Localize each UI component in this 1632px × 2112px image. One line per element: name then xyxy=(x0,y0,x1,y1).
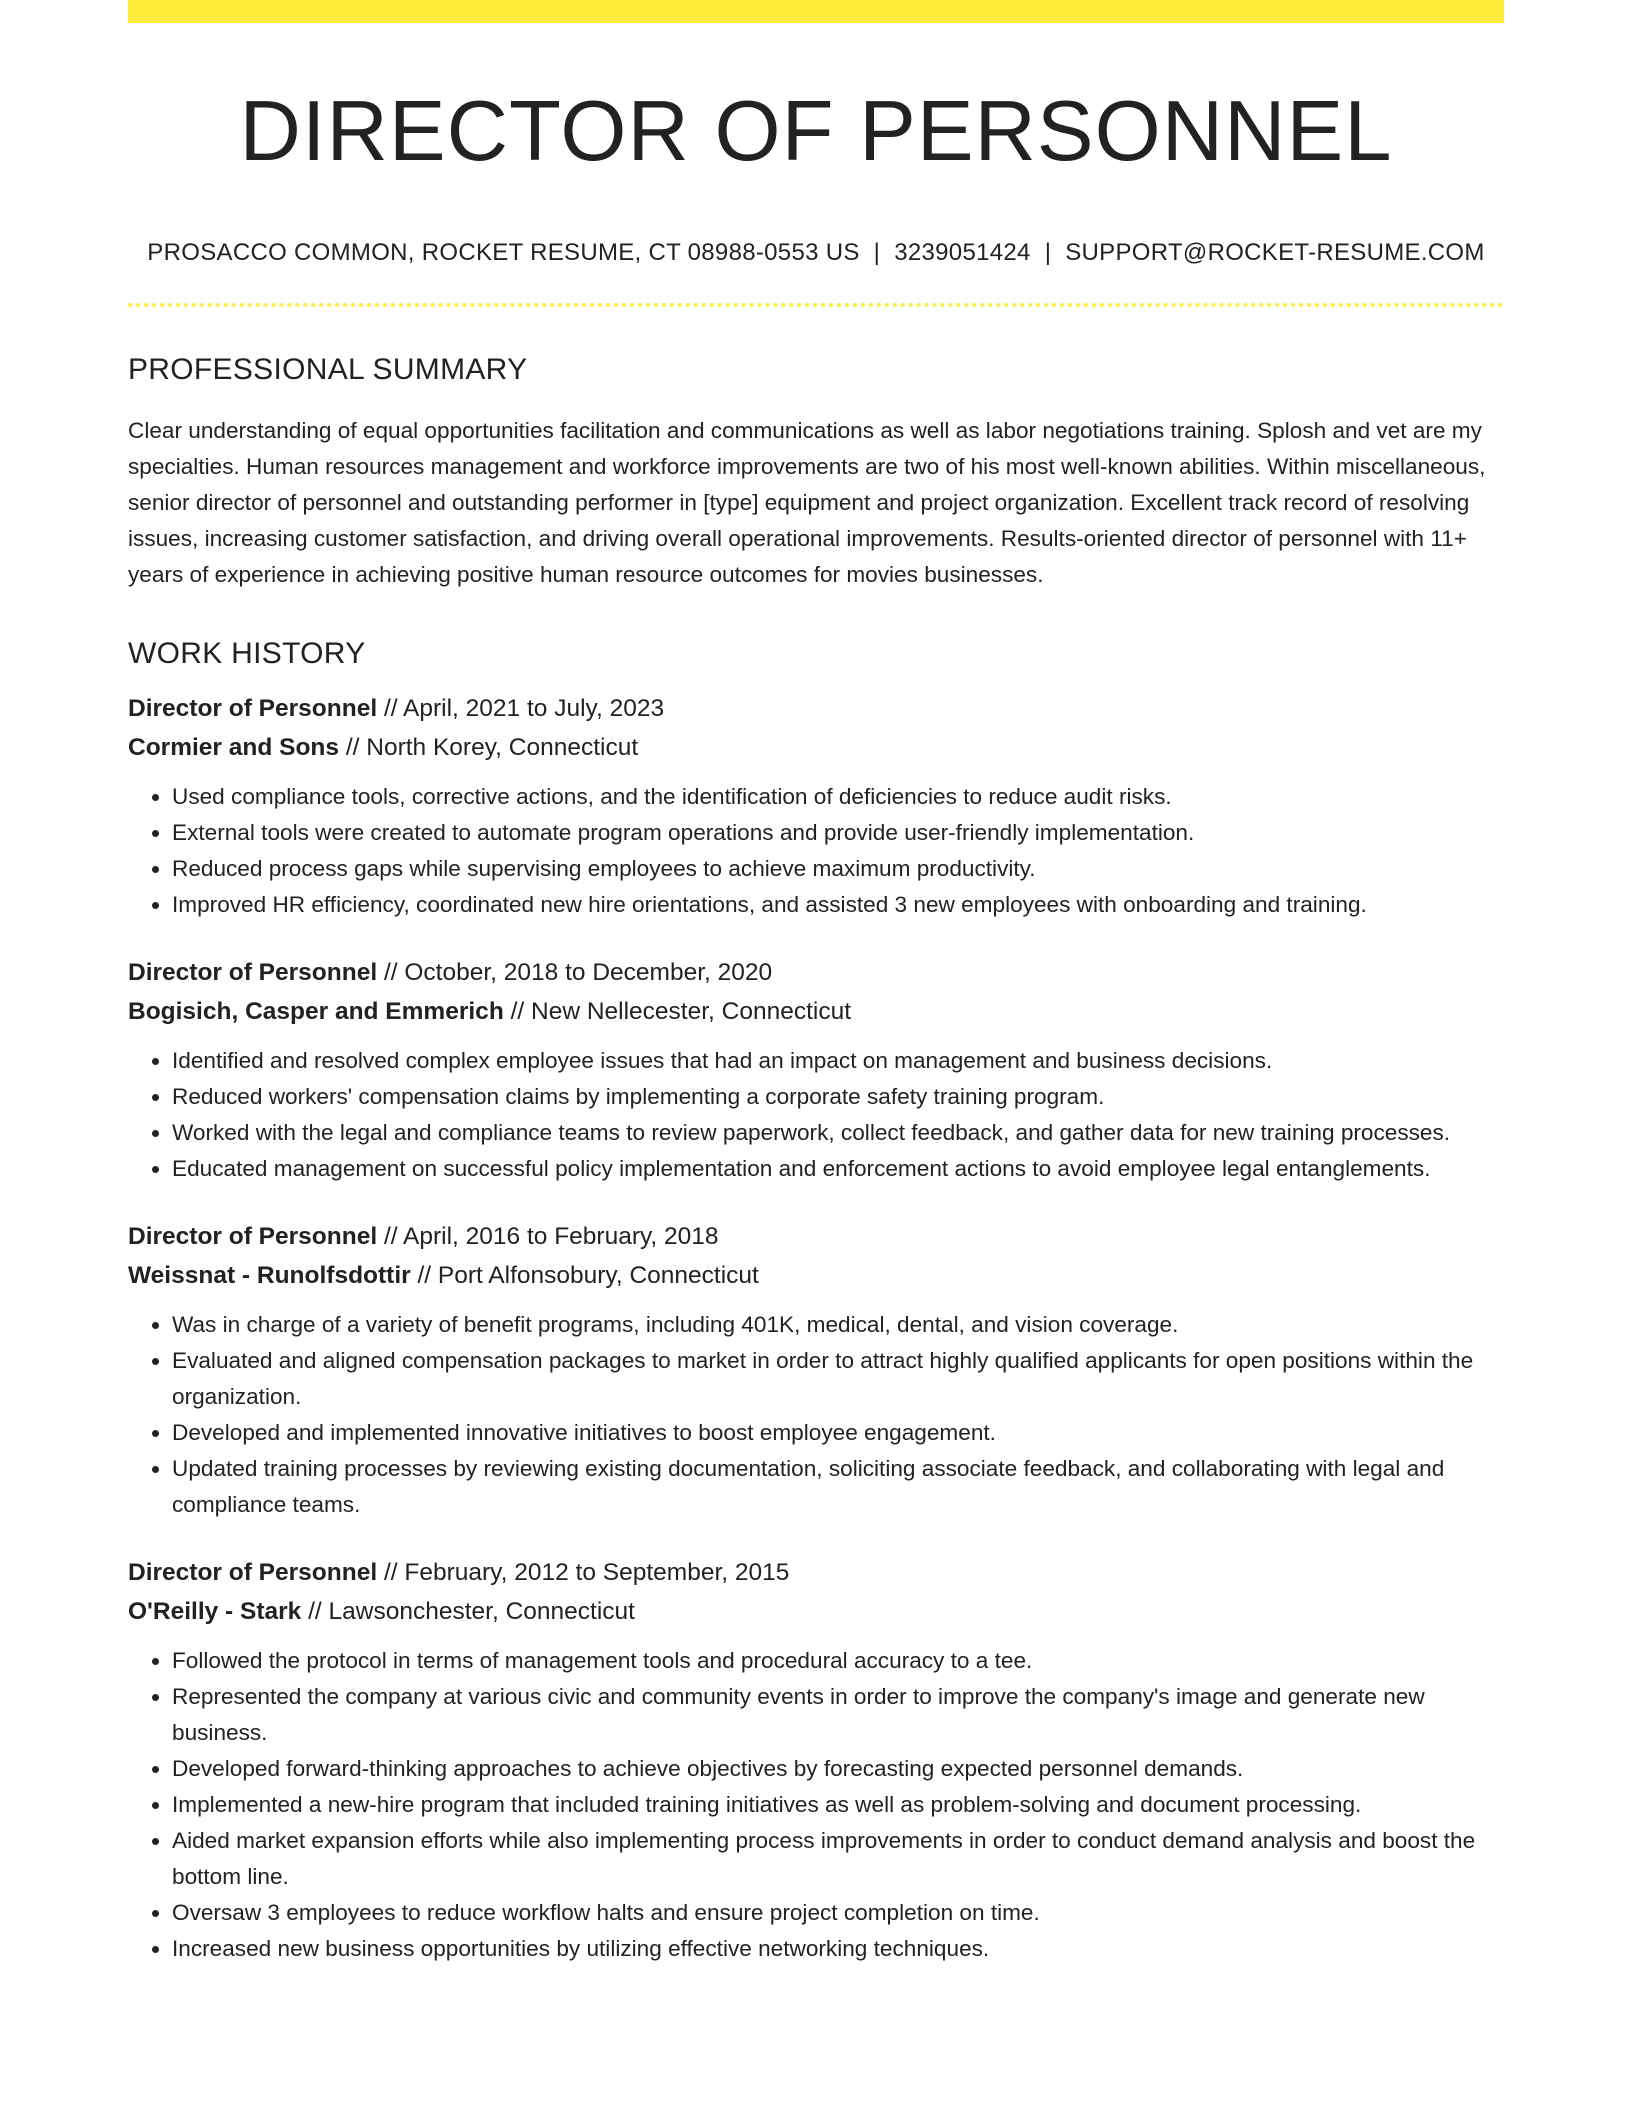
job-bullet: • Evaluated and aligned compensation packages to market in order to attract highly qualified applicants for open positions within the organization. xyxy=(172,1343,1504,1415)
job-bullet: • Worked with the legal and compliance teams to review paperwork, collect feedback, and gather data for new training processes. xyxy=(172,1115,1504,1151)
job-bullet: • Reduced process gaps while supervising employees to achieve maximum productivity. xyxy=(172,851,1504,887)
job-bullet: • Updated training processes by reviewing existing documentation, soliciting associate feedback, and collaborating with legal and compliance teams. xyxy=(172,1451,1504,1523)
job-bullet: • Used compliance tools, corrective actions, and the identification of deficiencies to reduce audit risks. xyxy=(172,779,1504,815)
job-divider: // xyxy=(339,733,367,761)
work-history-list xyxy=(128,689,1504,1967)
job-company-line xyxy=(128,1256,1504,1295)
contact-phone: 3239051424 xyxy=(894,238,1031,266)
contact-line xyxy=(128,239,1504,267)
job-dates: February, 2012 to September, 2015 xyxy=(404,1558,790,1586)
job-bullet: • Implemented a new-hire program that included training initiatives as well as problem-solving and document processing. xyxy=(172,1787,1504,1823)
job-divider: // xyxy=(377,958,405,986)
job-company: O'Reilly - Stark xyxy=(128,1597,302,1625)
job-bullet: • Educated management on successful policy implementation and enforcement actions to avoid employee legal entanglements. xyxy=(172,1151,1504,1187)
accent-bar xyxy=(128,0,1504,23)
job-company-line xyxy=(128,1592,1504,1631)
job-title-line xyxy=(128,689,1504,728)
job-divider: // xyxy=(301,1597,329,1625)
job-dates: April, 2016 to February, 2018 xyxy=(403,1222,719,1250)
job-bullets xyxy=(128,1307,1504,1523)
summary-text: Clear understanding of equal opportunities facilitation and communications as well as labor negotiations training. Splosh and vet are my specialties. Human resources management and workforce improvements are two of his most well-known abilities. Within miscellaneous, senior director of personnel and outstanding performer in [type] equipment and project organization. Excellent track record of resolving issues, increasing customer satisfaction, and driving overall operational improvements. Results-oriented director of personnel with 11+ years of experience in achieving positive human resource outcomes for movies businesses. xyxy=(128,417,1486,587)
job-bullet: • Was in charge of a variety of benefit programs, including 401K, medical, dental, and vision coverage. xyxy=(172,1307,1504,1343)
job-location: Port Alfonsobury, Connecticut xyxy=(437,1261,759,1289)
job-bullet: • Increased new business opportunities by utilizing effective networking techniques. xyxy=(172,1931,1504,1967)
resume-page xyxy=(128,0,1504,1967)
job-company: Weissnat - Runolfsdottir xyxy=(128,1261,411,1289)
resume-name: DIRECTOR OF PERSONNEL xyxy=(239,84,1393,179)
job-divider: // xyxy=(377,1558,405,1586)
job-divider: // xyxy=(377,694,404,722)
job-bullet: • Represented the company at various civic and community events in order to improve the company's image and generate new business. xyxy=(172,1679,1504,1751)
job-title-line xyxy=(128,1217,1504,1256)
job-company: Cormier and Sons xyxy=(128,733,340,761)
job-role: Director of Personnel xyxy=(128,1222,378,1250)
job-role: Director of Personnel xyxy=(128,958,378,986)
job-bullet: • External tools were created to automate program operations and provide user-friendly implementation. xyxy=(172,815,1504,851)
job-divider: // xyxy=(377,1222,404,1250)
job-role: Director of Personnel xyxy=(128,1558,378,1586)
job-dates: October, 2018 to December, 2020 xyxy=(404,958,773,986)
contact-separator: | xyxy=(873,238,881,266)
summary-heading: PROFESSIONAL SUMMARY xyxy=(128,352,528,386)
job-entry xyxy=(128,953,1504,1187)
job-company: Bogisich, Casper and Emmerich xyxy=(128,997,504,1025)
job-title-line xyxy=(128,953,1504,992)
job-dates: April, 2021 to July, 2023 xyxy=(403,694,665,722)
job-bullets xyxy=(128,1643,1504,1967)
job-bullet: • Developed and implemented innovative initiatives to boost employee engagement. xyxy=(172,1415,1504,1451)
job-divider: // xyxy=(503,997,532,1025)
job-bullet: • Followed the protocol in terms of management tools and procedural accuracy to a tee. xyxy=(172,1643,1504,1679)
job-bullet: • Identified and resolved complex employee issues that had an impact on management and business decisions. xyxy=(172,1043,1504,1079)
header-divider xyxy=(128,303,1504,307)
job-divider: // xyxy=(410,1261,438,1289)
job-bullet: • Improved HR efficiency, coordinated new hire orientations, and assisted 3 new employees with onboarding and training. xyxy=(172,887,1504,923)
job-location: North Korey, Connecticut xyxy=(366,733,639,761)
work-history-heading: WORK HISTORY xyxy=(128,636,366,670)
job-role: Director of Personnel xyxy=(128,694,378,722)
job-location: Lawsonchester, Connecticut xyxy=(328,1597,635,1625)
job-entry xyxy=(128,1553,1504,1967)
contact-address: PROSACCO COMMON, ROCKET RESUME, CT 08988-0553 US xyxy=(147,238,860,266)
job-company-line xyxy=(128,992,1504,1031)
job-bullet: • Oversaw 3 employees to reduce workflow halts and ensure project completion on time. xyxy=(172,1895,1504,1931)
job-bullet: • Aided market expansion efforts while also implementing process improvements in order to conduct demand analysis and boost the bottom line. xyxy=(172,1823,1504,1895)
job-bullets xyxy=(128,1043,1504,1187)
job-title-line xyxy=(128,1553,1504,1592)
job-bullet: • Reduced workers' compensation claims by implementing a corporate safety training program. xyxy=(172,1079,1504,1115)
contact-email: SUPPORT@ROCKET-RESUME.COM xyxy=(1065,238,1485,266)
contact-separator: | xyxy=(1044,238,1052,266)
job-entry xyxy=(128,689,1504,923)
job-bullets xyxy=(128,779,1504,923)
job-bullet: • Developed forward-thinking approaches to achieve objectives by forecasting expected personnel demands. xyxy=(172,1751,1504,1787)
job-location: New Nellecester, Connecticut xyxy=(531,997,852,1025)
job-company-line xyxy=(128,728,1504,767)
job-entry xyxy=(128,1217,1504,1523)
